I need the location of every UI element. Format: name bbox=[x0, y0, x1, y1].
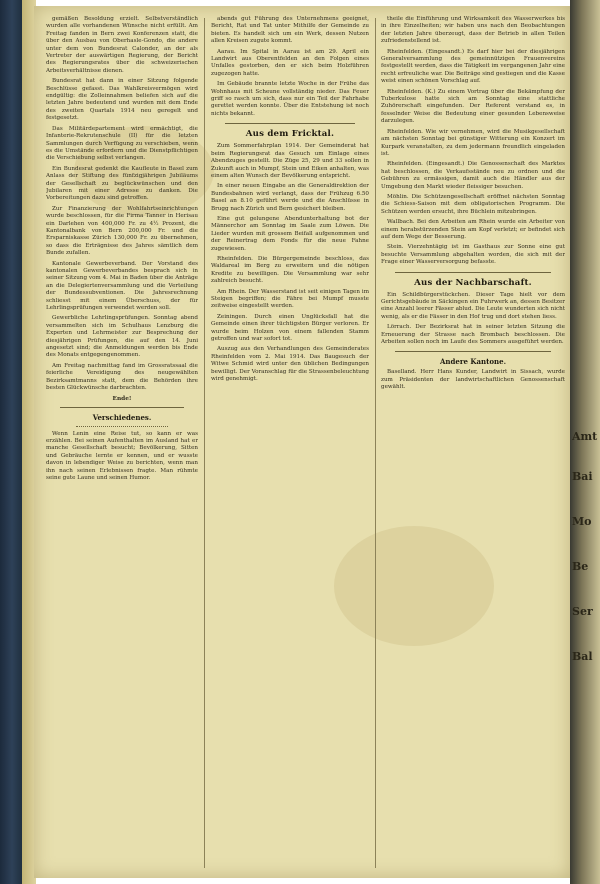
section-heading: Andere Kantone. bbox=[439, 357, 507, 367]
adjacent-page-fragment: Mo bbox=[572, 515, 592, 528]
article-paragraph: Zeiningen. Durch einen Unglücksfall hat die Gemeinde einen ihrer tüchtigsten Bürger verloren. Er wurde beim Holzen von einem fallenden Stamm getroffen und war sofort tot. bbox=[211, 313, 369, 343]
column-left bbox=[46, 16, 198, 870]
column-middle bbox=[211, 16, 369, 870]
section-divider bbox=[225, 123, 355, 124]
article-paragraph: Bundesrat hat dann in einer Sitzung folgende Beschlüsse gefasst. Das Wahlkreisvermögen wird endgültig: die Zolleinnahmen beliefen sich auf die letzten Jahre bedeutend und wurden mit dem Ende des zweiten Quartals 1914 neu geregelt und festgesetzt. bbox=[46, 78, 198, 122]
article-paragraph: In einer neuen Eingabe an die Generaldirektion der Bundesbahnen wird verlangt, dass der Frühzug 6.50 Basel an 8.10 geführt werde und die Anschlüsse in Brugg nach Zürich und Bern gesichert bleiben. bbox=[211, 183, 369, 212]
section-heading: Verschiedenes. bbox=[92, 412, 152, 422]
article-paragraph: Zur Finanzierung der Wohlfahrtseinrichtungen wurde beschlossen, für die Firma Tanner in Herisau ein Darlehen von 400,000 Fr. zu 4½ Prozent, die Kantonalbank von Bern 200,000 Fr. und die Ersparniskasse Zürich 130,000 Fr. zu übernehmen, so dass die Erträgnisse des Jahres sämtlich dem Bunde zufallen. bbox=[46, 205, 198, 257]
section-divider bbox=[60, 407, 184, 408]
article-paragraph: Gewerbliche Lehrlingsprüfungen. Sonntag abend versammelten sich im Schulhaus Lenzburg die Experten und Lehrmeister zur Besprechung der diesjährigen Prüfungen, die auf den 14. Juni angesetzt sind; die Anmeldungen werden bis Ende des Monats entgegengenommen. bbox=[46, 315, 198, 359]
adjacent-page-fragment: Bal bbox=[572, 650, 593, 663]
adjacent-page-fragment: Be bbox=[572, 560, 589, 573]
adjacent-page-edge bbox=[570, 0, 600, 884]
article-paragraph: Das Militärdepartement wird ermächtigt, die Infanterie-Rekrutenschule (II) für die letzten Sammlungen durch Verfügung zu verschieben, wenn es die Umstände erfordern und die Dienstpflichtigen die Verschiebung selbst verlangen. bbox=[46, 125, 198, 162]
article-paragraph: Eine gut gelungene Abendunterhaltung bot der Männerchor am Sonntag im Saale zum Löwen. Die Lieder wurden mit grossem Beifall aufgenommen und der Reinertrag dem Fonds für die neue Fahne zugewiesen. bbox=[211, 215, 369, 252]
column-rule bbox=[375, 18, 376, 868]
article-paragraph: Im Gebäude brannte letzte Woche in der Frühe das Wohnhaus mit Scheune vollständig nieder. Das Feuer griff so rasch um sich, dass nur ein Teil der Fahrhabe gerettet werden konnte. Über die Entstehung ist noch nichts bekannt. bbox=[211, 81, 369, 117]
article-paragraph: Rheinfelden. Die Bürgergemeinde beschloss, das Waldareal im Berg zu erweitern und die nötigen Kredite zu bewilligen. Die Versammlung war sehr zahlreich besucht. bbox=[211, 255, 369, 285]
article-paragraph: Rheinfelden. Wie wir vernehmen, wird die Musikgesellschaft am nächsten Sonntag bei günstiger Witterung ein Konzert im Kurpark veranstalten, zu dem jedermann freundlich eingeladen ist. bbox=[381, 128, 565, 157]
article-paragraph: Ein Schildbürgerstückchen. Dieser Tage hielt vor dem Gerichtsgebäude in Säckingen ein Fuhrwerk an, dessen Besitzer eine Anzahl leerer Fässer ablud. Die Leute wunderten sich nicht wenig, als er die Fässer in den Hof trug und dort stehen liess. bbox=[381, 291, 565, 320]
adjacent-page-fragment: Bai bbox=[572, 470, 593, 483]
section-heading: Aus dem Fricktal. bbox=[245, 129, 335, 140]
section-divider bbox=[395, 351, 551, 352]
adjacent-page-fragment: Amt bbox=[572, 430, 598, 443]
article-paragraph: Am Rhein. Der Wasserstand ist seit einigen Tagen im Steigen begriffen; die Fähre bei Mumpf musste zeitweise eingestellt werden. bbox=[211, 288, 369, 310]
article-paragraph: Rheinfelden. (K.) Zu einem Vortrag über die Bekämpfung der Tuberkulose hatte sich am Sonntag eine stattliche Zuhörerschaft eingefunden. Der Referent verstand es, in fesselnder Weise die Bedeutung einer gesunden Lebensweise darzulegen. bbox=[381, 88, 565, 125]
article-paragraph: gemäßen Besoldung erzielt. Selbstverständlich wurden alle vorhandenen Wünsche nicht erfüllt. Am Freitag fanden in Bern zwei Konferenzen statt, die über den Ausbau von Oberhasle-Gondo, die andere unter dem von Bundesrat Calonder, an der als Vertreter der auswärtigen Regierung, der Bericht des Regierungsrates über die schweizerischen Arbeitsverhältnisse dienen. bbox=[46, 16, 198, 74]
section-divider bbox=[395, 272, 551, 273]
article-paragraph: Lörrach. Der Bezirksrat hat in seiner letzten Sitzung die Erneuerung der Strasse nach Brombach beschlossen. Die Arbeiten sollen noch im Laufe des Sommers ausgeführt werden. bbox=[381, 324, 565, 346]
article-paragraph: Auszug aus den Verhandlungen des Gemeinderates Rheinfelden vom 2. Mai 1914. Das Baugesuch der Witwe Schmid wird unter den üblichen Bedingungen bewilligt. Der Voranschlag für die Strassenbeleuchtung wird genehmigt. bbox=[211, 346, 369, 383]
adjacent-page-fragment: Ser bbox=[572, 605, 593, 618]
article-paragraph: Baselland. Herr Hans Kunder, Landwirt in Sissach, wurde zum Präsidenten der landwirtschaftlichen Genossenschaft gewählt. bbox=[381, 369, 565, 391]
section-heading: Aus der Nachbarschaft. bbox=[414, 277, 532, 288]
article-paragraph: Aarau. Im Spital in Aarau ist am 29. April ein Landwirt aus Oberentfelden an den Folgen eines Unfalles gestorben, den er sich beim Holzführen zugezogen hatte. bbox=[211, 48, 369, 77]
article-paragraph: Wallbach. Bei den Arbeiten am Rhein wurde ein Arbeiter von einem herabstürzenden Stein am Kopf verletzt; er befindet sich auf dem Wege der Besserung. bbox=[381, 219, 565, 240]
article-paragraph: Rheinfelden. (Eingesandt.) Es darf hier bei der diesjährigen Generalversammlung des gemeinnützigen Frauenvereins festgestellt werden, dass die Tätigkeit im vergangenen Jahr eine recht erfreuliche war. Die Beiträge sind gestiegen und die Kasse weist einen schönen Vorschlag auf. bbox=[381, 48, 565, 85]
article-paragraph: Stein. Vierzehntägig ist im Gasthaus zur Sonne eine gut besuchte Versammlung abgehalten worden, die sich mit der Frage einer Wasserversorgung befasste. bbox=[381, 244, 565, 266]
article-end-marker: Ende! bbox=[112, 395, 132, 402]
article-paragraph: Am Freitag nachmittag fand im Grossratssaal die feierliche Vereidigung des neugewählten Bezirksamtmanns statt, dem die Behörden ihre besten Glückwünsche darbrachten. bbox=[46, 362, 198, 392]
column-rule bbox=[204, 18, 205, 868]
article-paragraph: Zum Sommerfahrplan 1914. Der Gemeinderat hat beim Regierungsrat das Gesuch um Einlage eines Abendzuges gestellt. Die Züge 25, 29 und 33 sollen in Zukunft auch in Mumpf, Stein und Eiken anhalten, was einem alten Wunsch der Bevölkerung entspricht. bbox=[211, 143, 369, 179]
column-right bbox=[381, 16, 565, 870]
article-paragraph: Wenn Lenin eine Reise tut, so kann er was erzählen. Bei seinen Aufenthalten im Ausland hat er manche Gesellschaft besucht; Bevölkerung, Sitten und Gebräuche lernte er kennen, und er wusste davon in lebendiger Weise zu berichten, wenn man ihn nach seinen Erlebnissen fragte. Man rühmte seine gute Laune und seinen Humor. bbox=[46, 430, 198, 481]
article-paragraph: Ein Bundesrat gedenkt die Kaufleute in Basel zum Anlass der Stiftung des fünfzigjährigen Jubiläums der Gesellschaft zu beglückwünschen und den Jubilaren mit einer Adresse zu danken. Die Vorbereitungen dazu sind getroffen. bbox=[46, 165, 198, 202]
article-paragraph: Rheinfelden. (Eingesandt.) Die Genossenschaft des Marktes hat beschlossen, die Verkaufsstände neu zu ordnen und die Gebühren zu ermässigen, damit auch die Händler aus der Umgebung den Markt wieder fleissiger besuchen. bbox=[381, 161, 565, 190]
newspaper-page bbox=[34, 6, 570, 878]
article-paragraph: theile die Einführung und Wirksamkeit des Wasserwerkes bis in ihre Einzelheiten; wir haben uns nach den Beobachtungen der letzten Jahre überzeugt, dass der Betrieb in allen Teilen zufriedenstellend ist. bbox=[381, 16, 565, 45]
article-paragraph: abends gut Führung des Unternehmens geeignet, Bericht, Rat und Tat unter Mithilfe der Gemeinde zu bieten. Es handelt sich um ein Werk, dessen Nutzen allen Kreisen zugute kommt. bbox=[211, 16, 369, 45]
section-divider bbox=[76, 426, 168, 427]
book-binding bbox=[0, 0, 22, 884]
article-paragraph: Möhlin. Die Schützengesellschaft eröffnet nächsten Sonntag die Schiess-Saison mit dem obligatorischen Programm. Die Schützen werden ersucht, ihre Büchlein mitzubringen. bbox=[381, 193, 565, 215]
article-paragraph: Kantonale Gewerbeverband. Der Vorstand des kantonalen Gewerbeverbandes besprach sich in seiner Sitzung vom 4. Mai in Baden über die Anträge an die Delegiertenversammlung und die Verteilung der Bundessubventionen. Die Jahresrechnung schliesst mit einem Überschuss, der für Lehrlingsprüfungen verwendet werden soll. bbox=[46, 260, 198, 312]
